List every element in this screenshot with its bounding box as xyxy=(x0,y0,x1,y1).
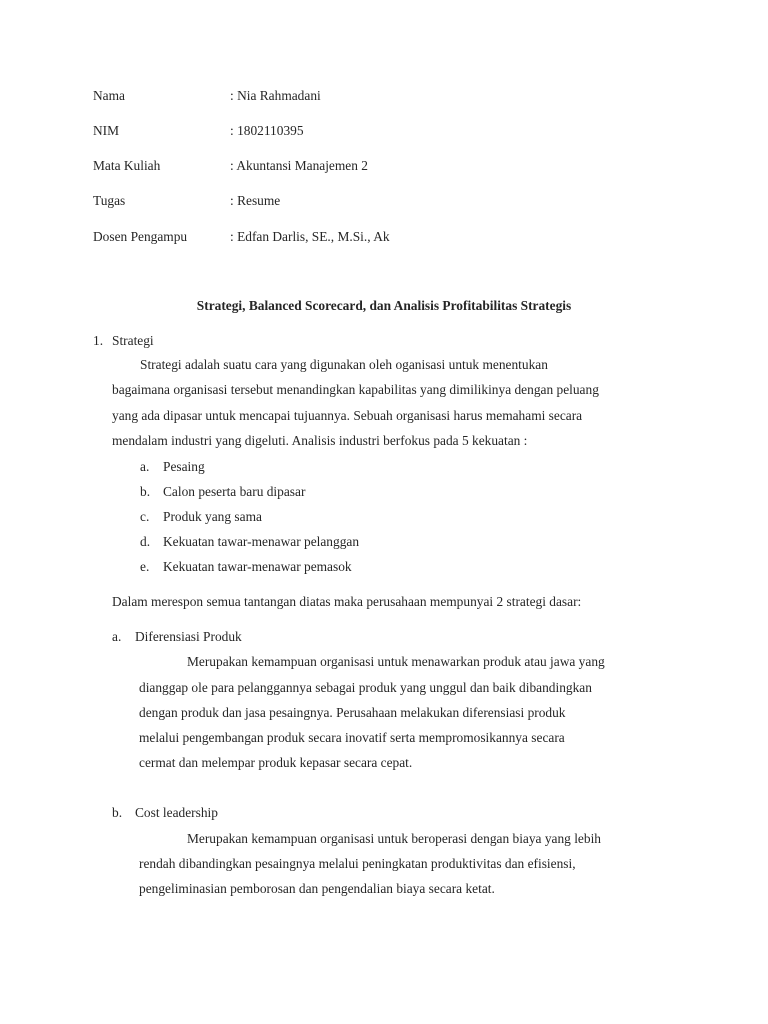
list-item-text: Kekuatan tawar-menawar pelanggan xyxy=(163,534,360,549)
response-line: Dalam merespon semua tantangan diatas maka perusahaan mempunyai 2 strategi dasar: xyxy=(112,594,582,609)
section-number: 1. xyxy=(93,333,104,348)
document-title: Strategi, Balanced Scorecard, dan Analisis Profitabilitas Strategis xyxy=(196,298,572,313)
info-value-nama: : Nia Rahmadani xyxy=(230,88,321,103)
list-item-letter: b. xyxy=(140,484,151,499)
section-heading: Strategi xyxy=(112,333,154,348)
paragraph-line: yang ada dipasar untuk mencapai tujuannya. Sebuah organisasi harus memahami secara xyxy=(112,408,583,423)
strategy-paragraph-line: cermat dan melempar produk kepasar secara cepat. xyxy=(139,755,413,770)
info-value-tugas: : Resume xyxy=(230,193,281,208)
list-item-letter: d. xyxy=(140,534,151,549)
paragraph-line: mendalam industri yang digeluti. Analisis industri berfokus pada 5 kekuatan : xyxy=(112,433,528,448)
strategy-paragraph-line: Merupakan kemampuan organisasi untuk menawarkan produk atau jawa yang xyxy=(187,654,605,669)
info-label-nama: Nama xyxy=(93,88,125,103)
strategy-paragraph-line: pengeliminasian pemborosan dan pengendalian biaya secara ketat. xyxy=(139,881,495,896)
paragraph-line: Strategi adalah suatu cara yang digunakan oleh oganisasi untuk menentukan xyxy=(140,357,548,372)
paragraph-line: bagaimana organisasi tersebut menandingkan kapabilitas yang dimilikinya dengan peluang xyxy=(112,382,599,397)
info-value-mata-kuliah: : Akuntansi Manajemen 2 xyxy=(230,158,368,173)
info-value-nim: : 1802110395 xyxy=(230,123,304,138)
info-label-dosen-pengampu: Dosen Pengampu xyxy=(93,229,188,244)
strategy-paragraph-line: dengan produk dan jasa pesaingnya. Perusahaan melakukan diferensiasi produk xyxy=(139,705,566,720)
list-item-letter: a. xyxy=(140,459,150,474)
list-item-text: Kekuatan tawar-menawar pemasok xyxy=(163,559,352,574)
list-item-text: Pesaing xyxy=(163,459,205,474)
info-label-nim: NIM xyxy=(93,123,120,138)
info-label-tugas: Tugas xyxy=(93,193,126,208)
info-value-dosen-pengampu: : Edfan Darlis, SE., M.Si., Ak xyxy=(230,229,390,244)
strategy-title: Diferensiasi Produk xyxy=(135,629,242,644)
strategy-letter: b. xyxy=(112,805,123,820)
info-label-mata-kuliah: Mata Kuliah xyxy=(93,158,161,173)
strategy-paragraph-line: Merupakan kemampuan organisasi untuk beroperasi dengan biaya yang lebih xyxy=(187,831,601,846)
strategy-paragraph-line: dianggap ole para pelanggannya sebagai produk yang unggul dan baik dibandingkan xyxy=(139,680,592,695)
list-item-letter: c. xyxy=(140,509,150,524)
strategy-letter: a. xyxy=(112,629,122,644)
strategy-paragraph-line: rendah dibandingkan pesaingnya melalui peningkatan produktivitas dan efisiensi, xyxy=(139,856,576,871)
list-item-text: Produk yang sama xyxy=(163,509,262,524)
strategy-title: Cost leadership xyxy=(135,805,218,820)
list-item-text: Calon peserta baru dipasar xyxy=(163,484,306,499)
strategy-paragraph-line: melalui pengembangan produk secara inovatif serta mempromosikannya secara xyxy=(139,730,565,745)
list-item-letter: e. xyxy=(140,559,150,574)
